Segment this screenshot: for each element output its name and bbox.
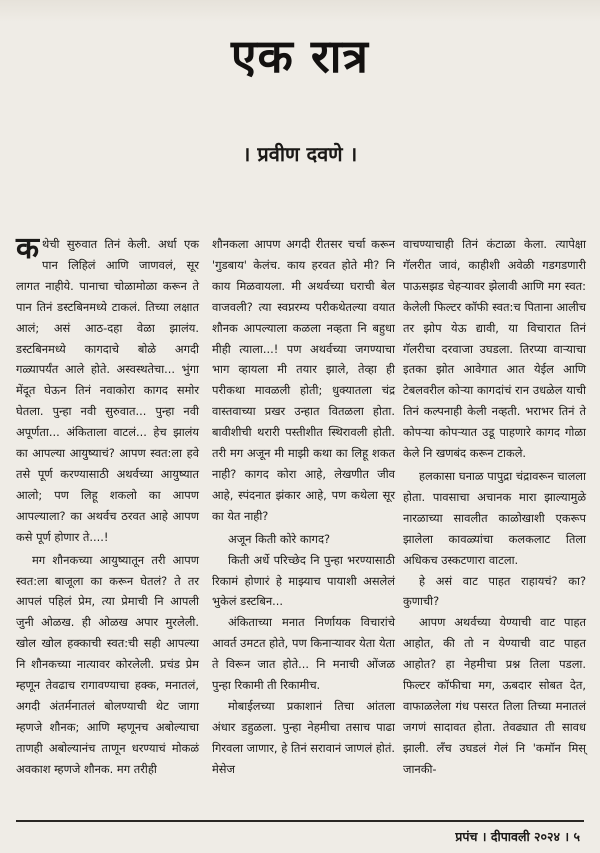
paragraph xyxy=(16,231,199,548)
paragraph: किती अर्धे परिच्छेद नि पुन्हा भरण्यासाठी रिकामं होणारं हे माझ्याच पायाशी असलेलं भुकेलं डस्टबिन... xyxy=(212,552,395,609)
text-column-2 xyxy=(212,234,395,780)
paragraph: हे असं वाट पाहत राहायचं? का? कुणाची? xyxy=(403,573,586,609)
paragraph: हलकासा घनाळ पापुद्रा चंद्रावरून चालला होता. पावसाचा अचानक मारा झाल्यामुळे नारळाच्या सावलीत काळोखाशी एकरूप झालेला कावळ्यांचा कलकलाट तिला अधिकच उस्कटणारा वाटला. xyxy=(403,468,586,567)
text-column-3 xyxy=(403,234,586,780)
paragraph: वाचण्याचाही तिनं कंटाळा केला. त्यापेक्षा गॅलरीत जावं, काहीशी अवेळी गडगडणारी पाऊसझड चेहऱ्यावर झेलावी आणि मग स्वत: केलेली फिल्टर कॉफी स्वत:च पिताना आलीच तर झोप येऊ द्यावी, या विचारात तिनं गॅलरीचा दरवाजा उघडला. तिरप्या वाऱ्याचा इतका झोत आवेगात आत येईल आणि टेबलवरील कोऱ्या कागदांचं रान उधळेल याची तिनं कल्पनाही केली नव्हती. भराभर तिनं ते कोपऱ्या कोपऱ्यात उडू पाहणारे कागद गोळा केले नि खणबंद करून टाकले. xyxy=(403,237,586,461)
author-name: । प्रवीण दवणे । xyxy=(242,142,358,166)
footer-rule xyxy=(16,820,584,822)
page-footer: प्रपंच । दीपावली २०२४ । ५ xyxy=(455,829,580,844)
story-title: एक रात्र xyxy=(231,29,369,83)
paragraph: मोबाईलच्या प्रकाशानं तिचा आंतला अंधार डहुळला. पुन्हा नेहमीचा तसाच पाढा गिरवला जाणार, हे तिनं सरावानं जाणलं होतं. मेसेज xyxy=(212,698,395,776)
paragraph: आपण अथर्वच्या येण्याची वाट पाहत आहोत, की तो न येण्याची वाट पाहत आहोत? हा नेहमीचा प्रश्न तिला पडला. फिल्टर कॉफीचा मग, ऊबदार सोबत देत, वाफाळलेला गंध पसरत तिला तिच्या मनातलं जगणं सादावत होता. तेवढ्यात ती सावध झाली. लँच उघडलं गेलं नि 'कमॉन मिस् जानकी- xyxy=(403,615,586,776)
paragraph: अंकिताच्या मनात निर्णायक विचारांचे आवर्त उमटत होते, पण किनाऱ्यावर येता येता ते विरून जात होते... नि मनाची ओंजळ पुन्हा रिकामी ती रिकामीच. xyxy=(212,615,395,693)
text-column-1 xyxy=(16,231,199,780)
paragraph: मग शौनकच्या आयुष्यातून तरी आपण स्वत:ला बाजूला का करून घेतलं? ते तर आपलं पहिलं प्रेम, त्या प्रेमाची नि आपली जुनी ओळख. ही ओळख अपार मुरलेली. खोल खोल हक्काची स्वत:ची सही आपल्या नि शौनकच्या नात्यावर कोरलेली. प्रचंड प्रेम म्हणून तेवढाच रागावण्याचा हक्क, मनातलं, अगदी अंतर्मनातलं बोलण्याची थेट जागा म्हणजे शौनक; आणि म्हणूनच अबोल्याचा ताणही अबोल्यानंच ताणून धरण्याचं मोकळं अवकाश म्हणजे शौनक. मग तरीही xyxy=(16,552,199,776)
paragraph: अजून किती कोरे कागद? xyxy=(228,531,331,546)
previous-page-bleed xyxy=(0,0,600,22)
paragraph: शौनकला आपण अगदी रीतसर चर्चा करून 'गुडबाय' केलंच. काय हरवत होते मी? नि काय मिळवायला. मी अथर्वच्या घराची बेल वाजवली? त्या स्वप्नरम्य परीकथेतल्या वयात शौनक आपल्याला कळला नव्हता नि बहुधा मीही त्याला...! पण अथर्वच्या जगण्याचा भाग व्हायला मी तयार झाले, तेव्हा ही परीकथा मावळली होती; धुक्यातला चंद्र वास्तवाच्या प्रखर उन्हात वितळला होता. बावीशीची थरारी पस्तीशीत स्थिरावली होती. तरी मग अजून मी माझी कथा का लिहू शकत नाही? कागद कोरा आहे, लेखणीत जीव आहे, स्पंदनात झंकार आहे, पण कथेला सूर का येत नाही? xyxy=(212,237,395,523)
drop-cap: क xyxy=(16,231,40,266)
paragraph-text: थेची सुरुवात तिनं केली. अर्धा एक पान लिहिलं आणि जाणवलं, सूर लागत नाहीये. पानाचा चोळामोळा करून ते पान तिनं डस्टबिनमध्ये टाकलं. तिच्या लक्षात आलं; असं आठ-दहा वेळा झालंय. डस्टबिनमध्ये कागदाचे बोळे अगदी गळ्यापर्यंत आले होते. अस्वस्थतेचा... भुंगा मेंदूत घेऊन तिनं नवाकोरा कागद समोर घेतला. पुन्हा नवी सुरुवात... पुन्हा नवी अपूर्णता... अंकिताला वाटलं... हेच झालंय का आपल्या आयुष्याचं? आपण स्वत:ला हवे तसे पूर्ण करण्यासाठी अथर्वच्या आयुष्यात आलो; पण लिहू शकलो का आपण आपल्याला? का अथर्वच ठरवत आहे आपण कसे पूर्ण होणार ते....! xyxy=(16,237,199,544)
